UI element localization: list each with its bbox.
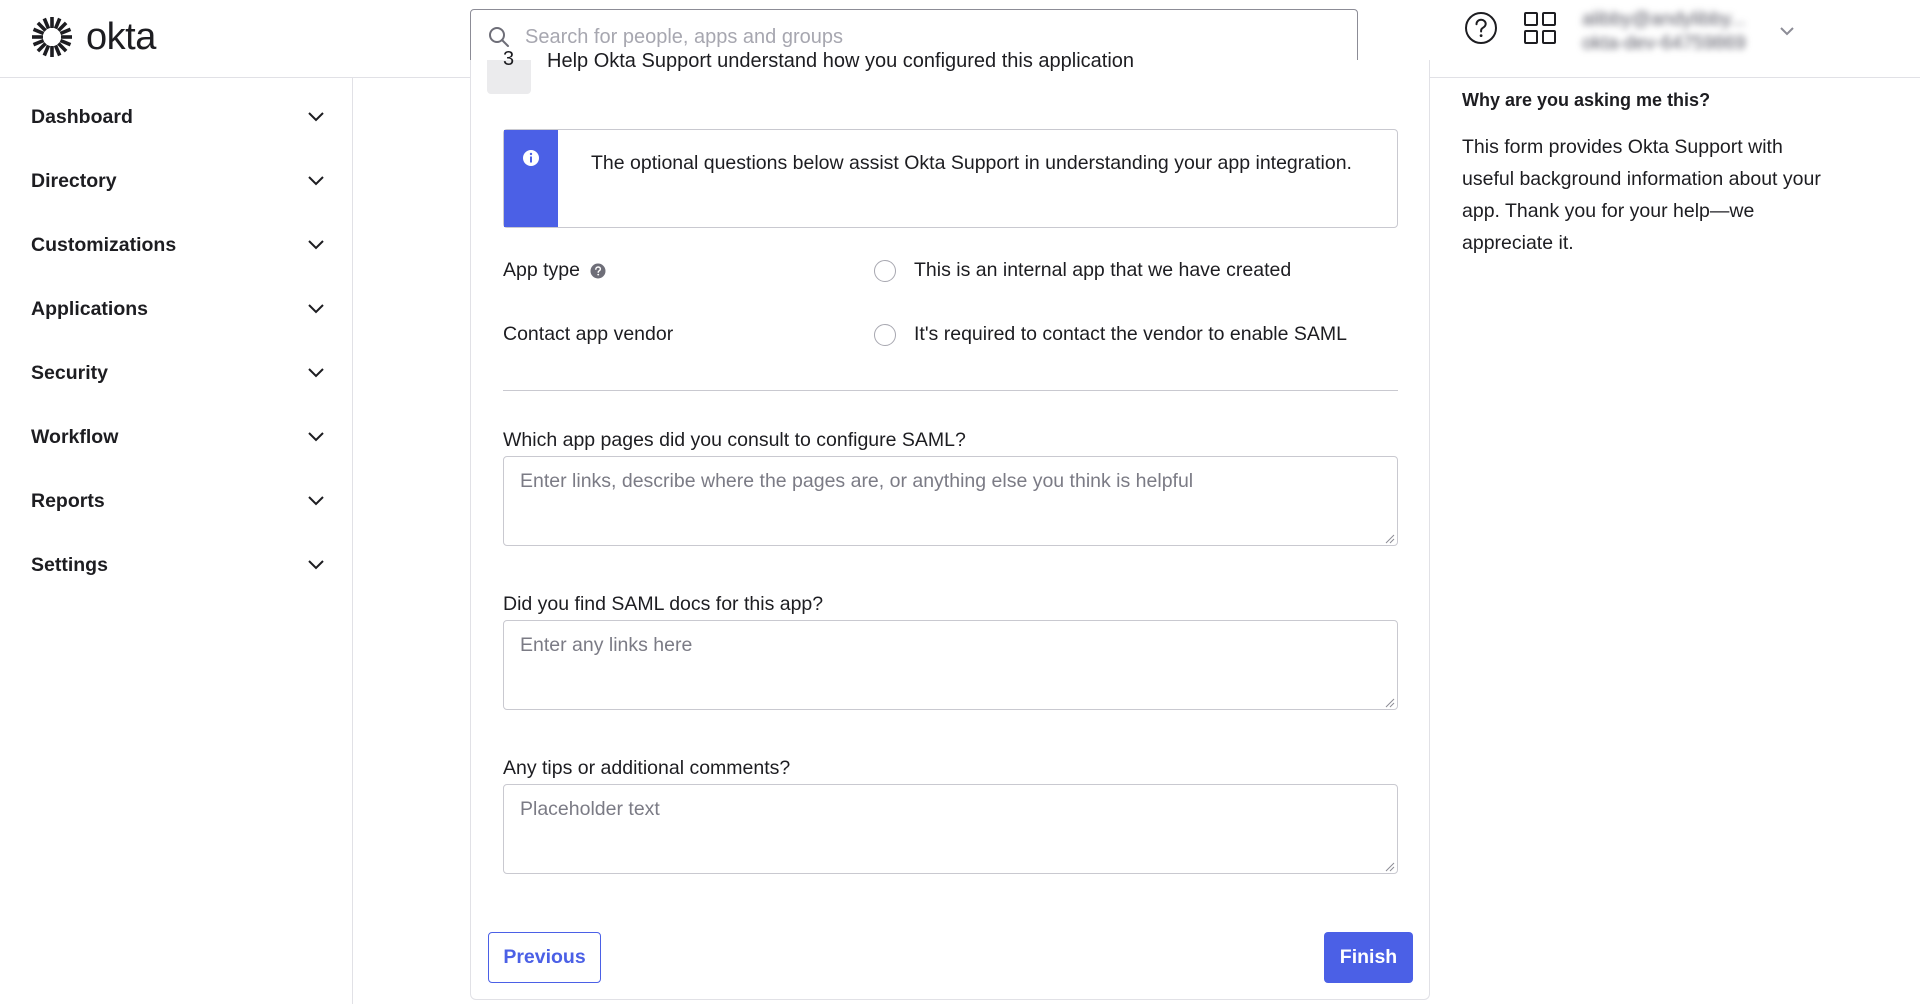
app-type-label-row [503, 259, 606, 282]
chevron-down-icon [307, 303, 325, 315]
step-title: Help Okta Support understand how you configured this application [547, 50, 1135, 72]
chevron-down-icon [307, 559, 325, 571]
sidebar-item-applications[interactable] [31, 289, 325, 329]
app-type-label: App type [503, 259, 580, 281]
internal-app-checkbox[interactable] [874, 260, 896, 282]
sidebar-nav [0, 78, 353, 1004]
sidebar-item-label: Directory [31, 169, 117, 192]
previous-button[interactable]: Previous [488, 932, 601, 983]
help-circle-icon[interactable] [1464, 11, 1498, 45]
internal-app-checkbox-label[interactable]: This is an internal app that we have created [914, 259, 1292, 281]
callout-accent-bar [504, 130, 558, 227]
sidebar-item-workflow[interactable] [31, 417, 325, 457]
sidebar-item-directory[interactable] [31, 161, 325, 201]
help-aside [1462, 90, 1842, 259]
contact-vendor-checkbox-label[interactable]: It's required to contact the vendor to enable SAML [914, 323, 1347, 345]
step-title-wrap [547, 50, 1135, 84]
search-input[interactable] [525, 26, 1325, 49]
resize-handle-icon[interactable] [1385, 862, 1395, 872]
sidebar-item-settings[interactable] [31, 545, 325, 585]
contact-vendor-checkbox[interactable] [874, 324, 896, 346]
resize-handle-icon[interactable] [1385, 534, 1395, 544]
contact-vendor-label-row [503, 323, 673, 346]
saml-docs-textarea[interactable] [503, 620, 1398, 710]
chevron-down-icon [307, 239, 325, 251]
sidebar-item-label: Reports [31, 489, 105, 512]
section-divider [503, 390, 1398, 391]
aside-title: Why are you asking me this? [1462, 90, 1711, 110]
chevron-down-icon [307, 431, 325, 443]
sidebar-item-label: Security [31, 361, 108, 384]
sidebar-item-reports[interactable] [31, 481, 325, 521]
logo-text: okta [86, 16, 156, 58]
chevron-down-icon [307, 111, 325, 123]
user-account-menu[interactable] [1582, 8, 1767, 58]
comments-textarea[interactable] [503, 784, 1398, 874]
step-number-badge [487, 48, 531, 94]
aside-body: This form provides Okta Support with useful background information about your app. Thank you for your help—we appreciate it. [1462, 136, 1821, 254]
step-number: 3 [503, 48, 515, 70]
callout-text: The optional questions below assist Okta Support in understanding your app integration. [591, 152, 1352, 174]
sidebar-item-customizations[interactable] [31, 225, 325, 265]
sidebar-item-label: Dashboard [31, 105, 133, 128]
apps-grid-icon[interactable] [1523, 11, 1557, 45]
search-icon [487, 25, 511, 49]
saml-pages-textarea[interactable] [503, 456, 1398, 546]
info-callout [503, 129, 1398, 228]
sidebar-item-dashboard[interactable] [31, 97, 325, 137]
app-type-checkbox-row[interactable] [874, 259, 1291, 282]
comments-label: Any tips or additional comments? [503, 757, 791, 779]
user-org: okta-dev-64759869 [1582, 33, 1746, 54]
saml-docs-label: Did you find SAML docs for this app? [503, 593, 824, 615]
okta-logo[interactable] [30, 15, 156, 59]
contact-vendor-checkbox-row[interactable] [874, 323, 1347, 346]
chevron-down-icon[interactable] [1778, 24, 1796, 38]
resize-handle-icon[interactable] [1385, 698, 1395, 708]
sidebar-item-label: Settings [31, 553, 108, 576]
contact-vendor-label: Contact app vendor [503, 323, 674, 345]
chevron-down-icon [307, 175, 325, 187]
sidebar-item-label: Customizations [31, 233, 177, 256]
saml-pages-label: Which app pages did you consult to configure SAML? [503, 429, 966, 451]
info-icon [522, 149, 540, 167]
sidebar-item-security[interactable] [31, 353, 325, 393]
question-mark-icon[interactable] [590, 263, 606, 279]
sidebar-item-label: Applications [31, 297, 149, 320]
finish-button[interactable]: Finish [1324, 932, 1413, 983]
chevron-down-icon [307, 495, 325, 507]
sidebar-item-label: Workflow [31, 425, 119, 448]
user-email: alibby@andylibby... [1582, 9, 1746, 30]
okta-logo-icon [30, 15, 74, 59]
chevron-down-icon [307, 367, 325, 379]
saml-wizard-card [470, 48, 1430, 1000]
